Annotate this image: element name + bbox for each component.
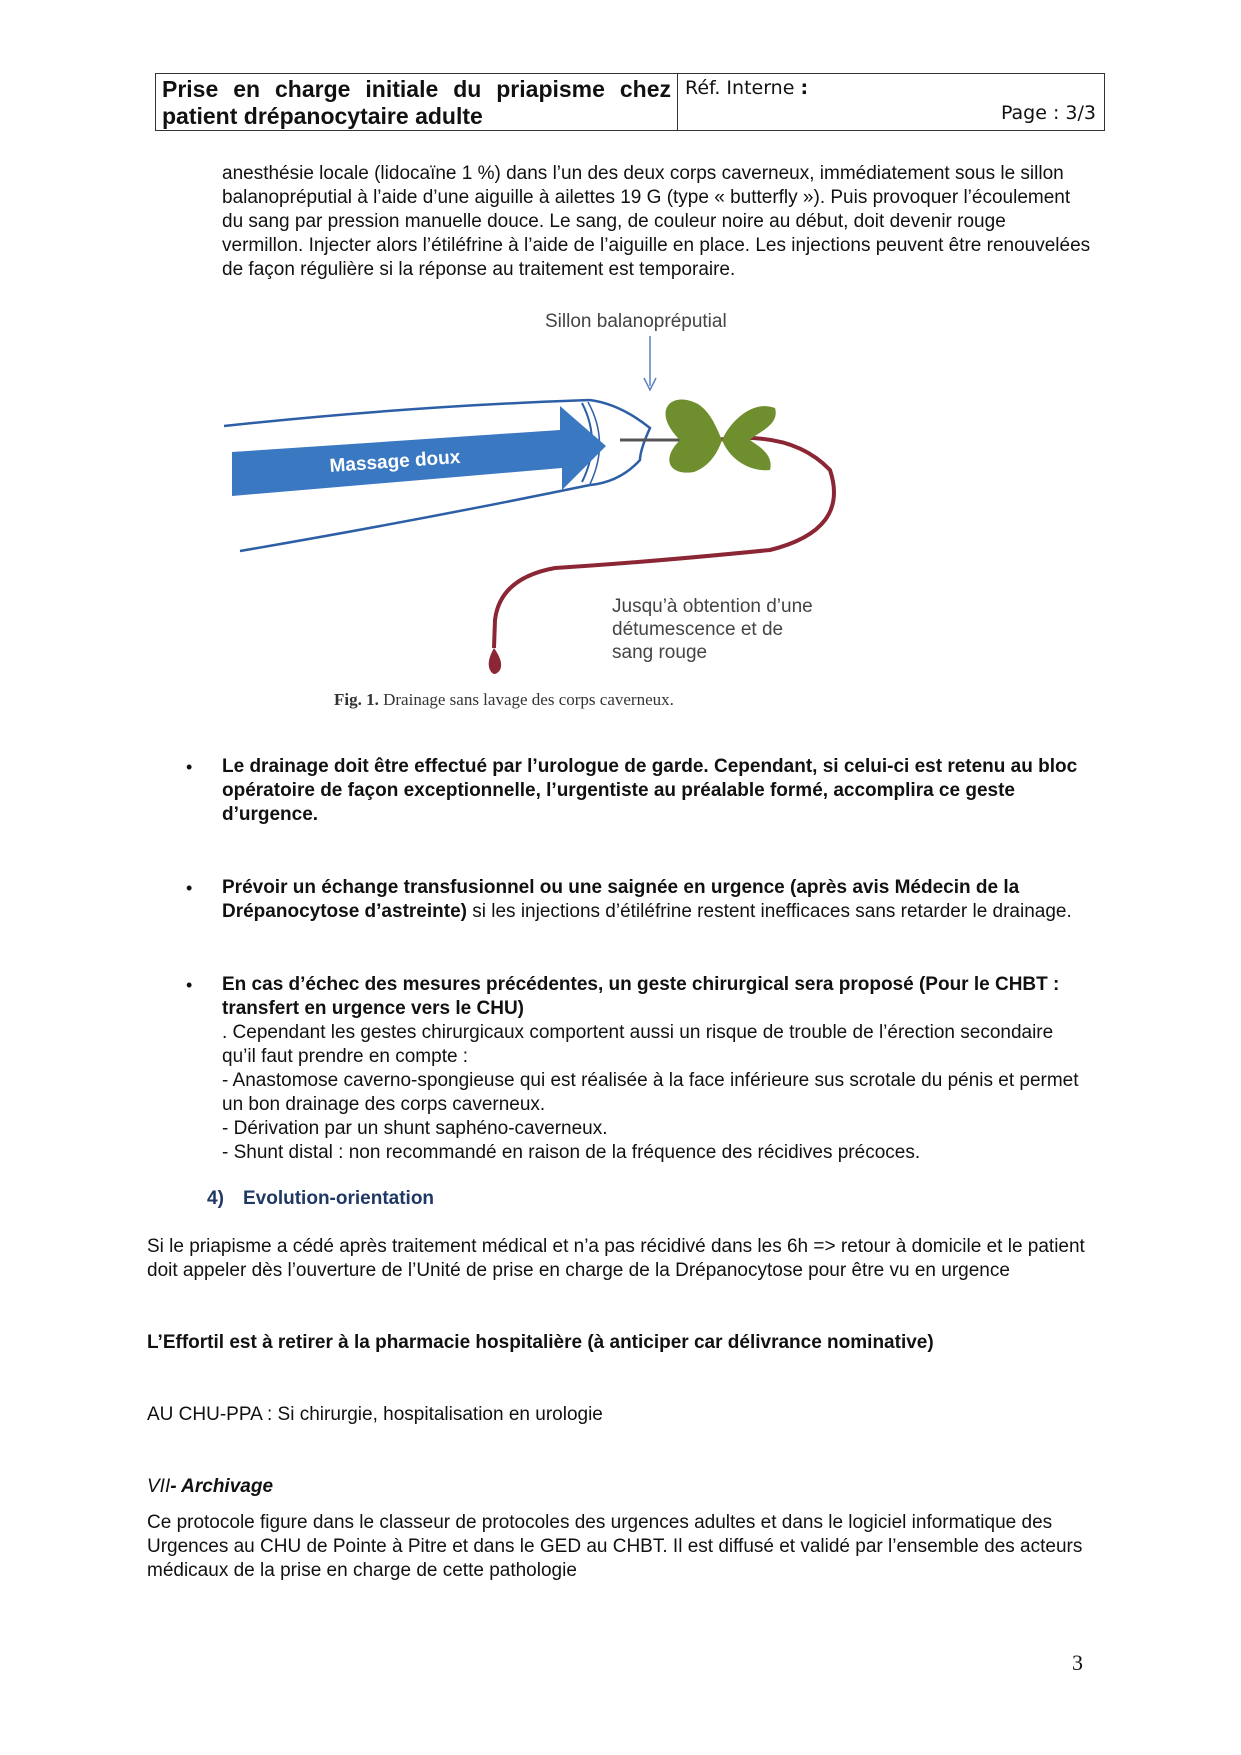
butterfly-wing-lower-left [669,440,722,473]
butterfly-wing-upper-right [722,406,776,440]
groove-label: Sillon balanopréputial [545,311,727,332]
reference-cell [678,74,1104,130]
page-indicator: Page : 3/3 [1000,102,1096,124]
butterfly-wing-lower-right [722,440,771,470]
section-heading-archivage: VII- Archivage [147,1476,274,1497]
note-line-3: sang rouge [612,642,708,663]
internal-reference: Réf. Interne : [685,77,809,99]
blood-drop [489,648,501,674]
effortil-note: L’Effortil est à retirer à la pharmacie hospitalière (à anticiper car délivrance nominative) [147,1332,934,1353]
page-number: 3 [1072,1650,1083,1675]
document-header [155,73,1105,131]
drainage-figure [210,300,850,720]
bullet-dot: • [186,975,193,995]
butterfly-wing-upper-left [666,399,722,440]
shaft-lower-line [240,485,590,551]
document-title: Prise en charge initiale du priapisme chez patient drépanocytaire adulte [156,74,678,130]
chu-note: AU CHU-PPA : Si chirurgie, hospitalisation en urologie [147,1404,603,1425]
shaft-upper-line [224,400,590,426]
figure-caption [334,690,674,709]
bullet-dot: • [186,757,193,777]
note-line-2: détumescence et de [612,619,784,640]
drainage-diagram [210,300,850,720]
note-line-1: Jusqu’à obtention d’une [612,596,813,617]
intro-paragraph: anesthésie locale (lidocaïne 1 %) dans l’un des deux corps caverneux, immédiatement sous le sillon balanopréputial à l’aide d’une aiguille à ailettes 19 G (type « butterfly »). Puis provoquer l’écoulement du sang par pression manuelle douce. Le sang, de couleur noire au début, doit devenir rouge vermillon. Injecter alors l’étiléfrine à l’aide de l’aiguille en place. Les injections peuvent être renouvelées de façon régulière si la réponse au traitement est temporaire. [222,163,1091,280]
evolution-paragraph: Si le priapisme a cédé après traitement médical et n’a pas récidivé dans les 6h => retour à domicile et le patient doit appeler dès l’ouverture de l’Unité de prise en charge de la Drépanocytose pour être vu en urgence [147,1236,1085,1281]
surgery-option-anastomose: - Anastomose caverno-spongieuse qui est réalisée à la face inférieure sus scrotale du pénis et permet un bon drainage des corps caverneux. [222,1070,1079,1115]
surgery-option-derivation: - Dérivation par un shunt saphéno-caverneux. [222,1118,608,1139]
bullet-dot: • [186,878,193,898]
caption-text: Drainage sans lavage des corps caverneux. [378,690,674,709]
surgery-option-shunt-distal: - Shunt distal : non recommandé en raison de la fréquence des récidives précoces. [222,1142,921,1163]
bullet-text: Le drainage doit être effectué par l’urologue de garde. Cependant, si celui-ci est retenu au bloc opératoire de façon exceptionnelle, l’urgentiste au préalable formé, accomplira ce geste d’urgence. [222,756,1078,825]
bullet-text: Prévoir un échange transfusionnel ou une saignée en urgence (après avis Médecin de la Drépanocytose d’astreinte) si les injections d’étiléfrine restent inefficaces sans retarder le drainage. [222,877,1072,922]
bullet-text: En cas d’échec des mesures précédentes, un geste chirurgical sera proposé (Pour le CHBT : transfert en urgence vers le CHU) . Cependant les gestes chirurgicaux comportent aussi un risque de trouble de l’érection secondaire qu’il faut prendre en compte : - Anastomose caverno-spongieuse qui est réalisée à la face inférieure sus scrotale du pénis et permet un bon drainage des corps caverneux. - Dérivation par un shunt saphéno-caverneux. - Shunt distal : non recommandé en raison de la fréquence des récidives précoces. [222,973,1092,1165]
section-heading-evolution: 4) Evolution-orientation [207,1188,435,1209]
massage-arrow-label: Massage doux [328,446,461,477]
archivage-paragraph: Ce protocole figure dans le classeur de protocoles des urgences adultes et dans le logiciel informatique des Urgences au CHU de Pointe à Pitre et dans le GED au CHBT. Il est diffusé et validé par l’ensemble des acteurs médicaux de la prise en charge de cette pathologie [147,1512,1083,1581]
caption-prefix: Fig. 1. [334,690,379,709]
